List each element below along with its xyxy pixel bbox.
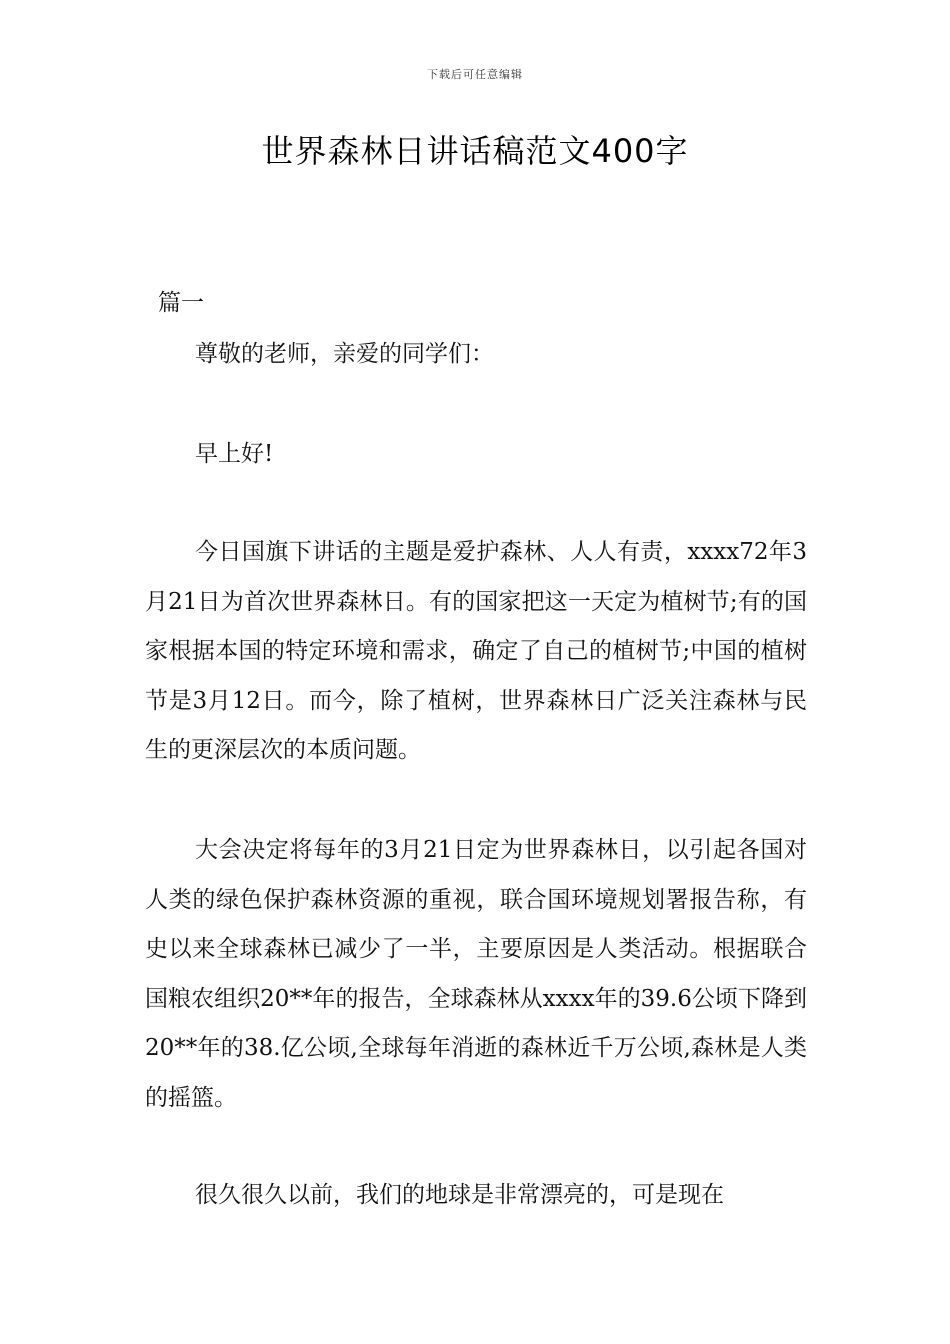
paragraph-1-block [145, 528, 807, 776]
morning-paragraph: 早上好! [195, 441, 274, 467]
greeting-block [145, 330, 807, 380]
paragraph-2-block [145, 826, 807, 1123]
header-note: 下载后可任意编辑 [427, 68, 523, 81]
paragraph-3: 很久很久以前，我们的地球是非常漂亮的，可是现在 [195, 1182, 724, 1208]
paragraph-2: 大会决定将每年的3月21日定为世界森林日，以引起各国对人类的绿色保护森林资源的重视，联合国环境规划署报告称，有史以来全球森林已减少了一半，主要原因是人类活动。根据联合国粮农组织20**年的报告，全球森林从xxxx年的39.6公顷下降到20**年的38.亿公顷,全球每年消逝的森林近千万公顷,森林是人类的摇篮。 [145, 837, 807, 1111]
greeting-paragraph: 尊敬的老师，亲爱的同学们： [195, 341, 494, 367]
paragraph-3-block [145, 1171, 807, 1221]
paragraph-1: 今日国旗下讲话的主题是爱护森林、人人有责，xxxx72年3月21日为首次世界森林日。有的国家把这一天定为植树节;有的国家根据本国的特定环境和需求，确定了自己的植树节;中国的植树节是3月12日。而今，除了植树，世界森林日广泛关注森林与民生的更深层次的本质问题。 [145, 539, 807, 763]
document-title: 世界森林日讲话稿范文400字 [261, 132, 689, 170]
morning-block [145, 430, 807, 480]
section-label: 篇一 [158, 290, 204, 316]
